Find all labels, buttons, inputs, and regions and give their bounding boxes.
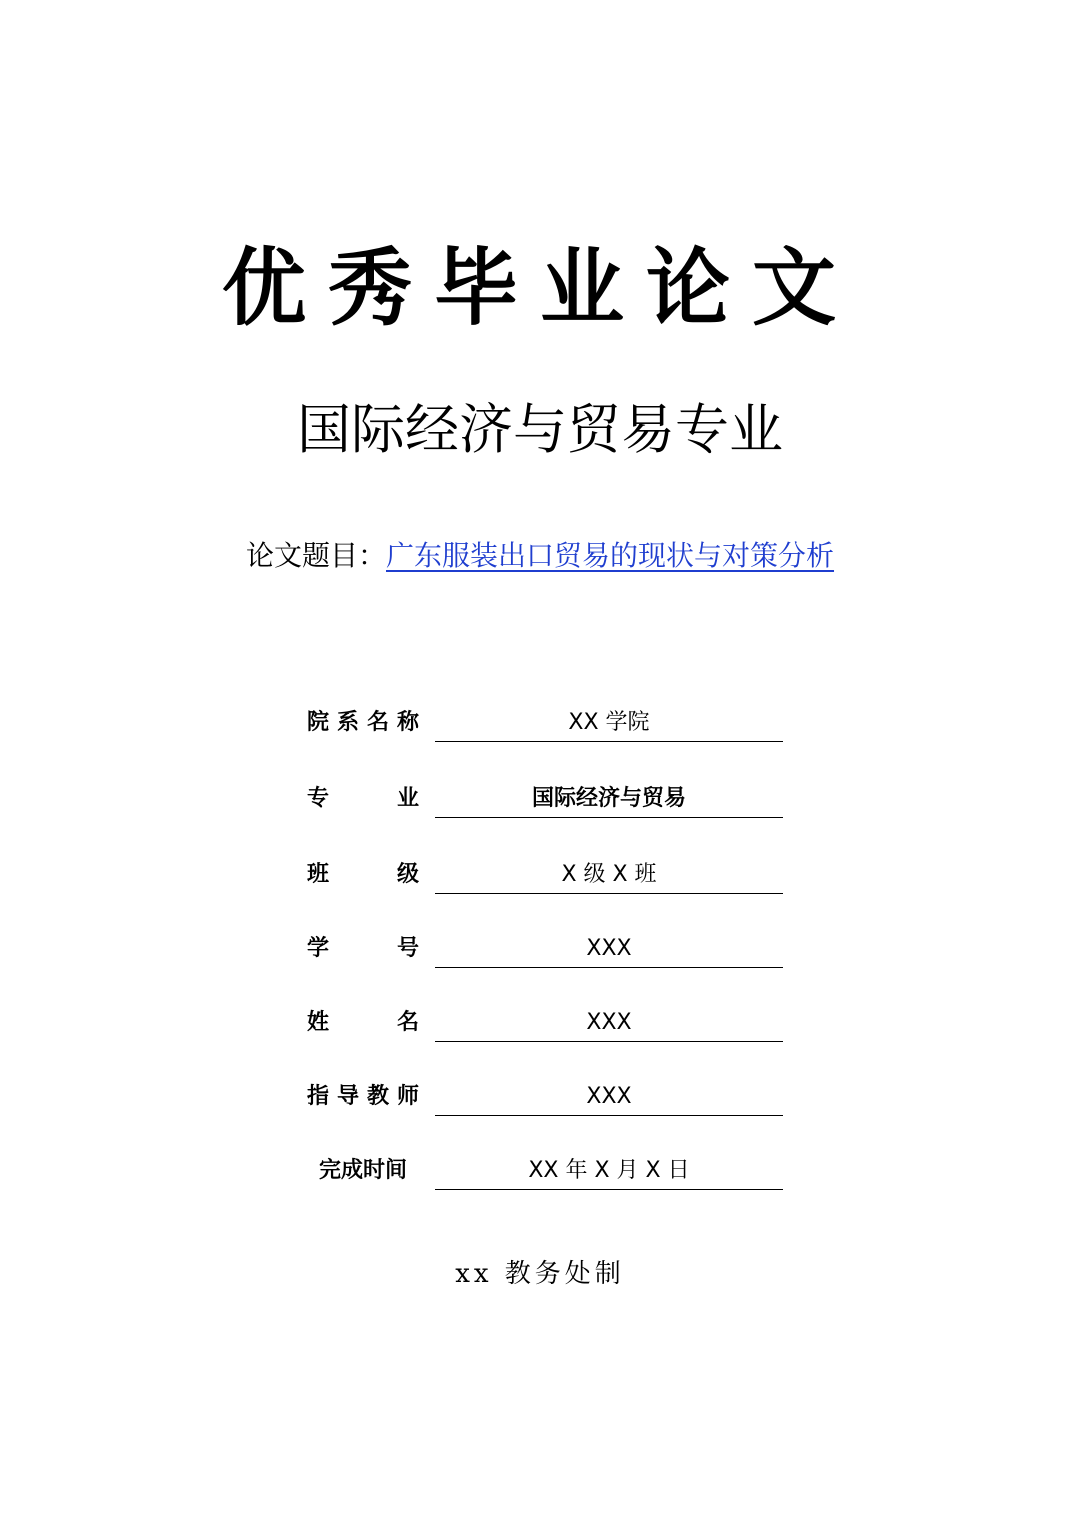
field-label-student-id: 学 号: [307, 936, 419, 961]
footer-office: xx 教务处制: [455, 1259, 625, 1289]
field-row-major: [307, 781, 783, 821]
field-row-completion-date: [307, 1153, 783, 1193]
field-row-class: [307, 857, 783, 897]
field-label-department: 院 系 名 称: [307, 710, 419, 735]
field-value-advisor: XXX: [435, 1079, 783, 1116]
field-value-name: XXX: [435, 1005, 783, 1042]
field-value-department: XX 学院: [435, 705, 783, 742]
thesis-topic: [0, 536, 1080, 576]
field-row-advisor: [307, 1079, 783, 1119]
field-row-department: [307, 705, 783, 745]
field-row-student-id: [307, 931, 783, 971]
field-value-class: X 级 X 班: [435, 857, 783, 894]
topic-label: 论文题目：: [245, 539, 386, 572]
field-row-name: [307, 1005, 783, 1045]
field-label-completion-date: 完成时间: [318, 1158, 407, 1183]
field-value-major: 国际经济与贸易: [435, 781, 783, 818]
field-label-class: 班 级: [307, 862, 419, 887]
main-title: 优秀毕业论文: [221, 238, 858, 337]
field-label-advisor: 指 导 教 师: [307, 1084, 419, 1109]
topic-value: 广东服装出口贸易的现状与对策分析: [386, 539, 835, 572]
major-title: 国际经济与贸易专业: [297, 398, 783, 461]
field-value-student-id: XXX: [435, 931, 783, 968]
field-label-major: 专 业: [307, 786, 419, 811]
field-label-name: 姓 名: [307, 1010, 419, 1035]
field-value-completion-date: XX 年 X 月 X 日: [435, 1153, 783, 1190]
